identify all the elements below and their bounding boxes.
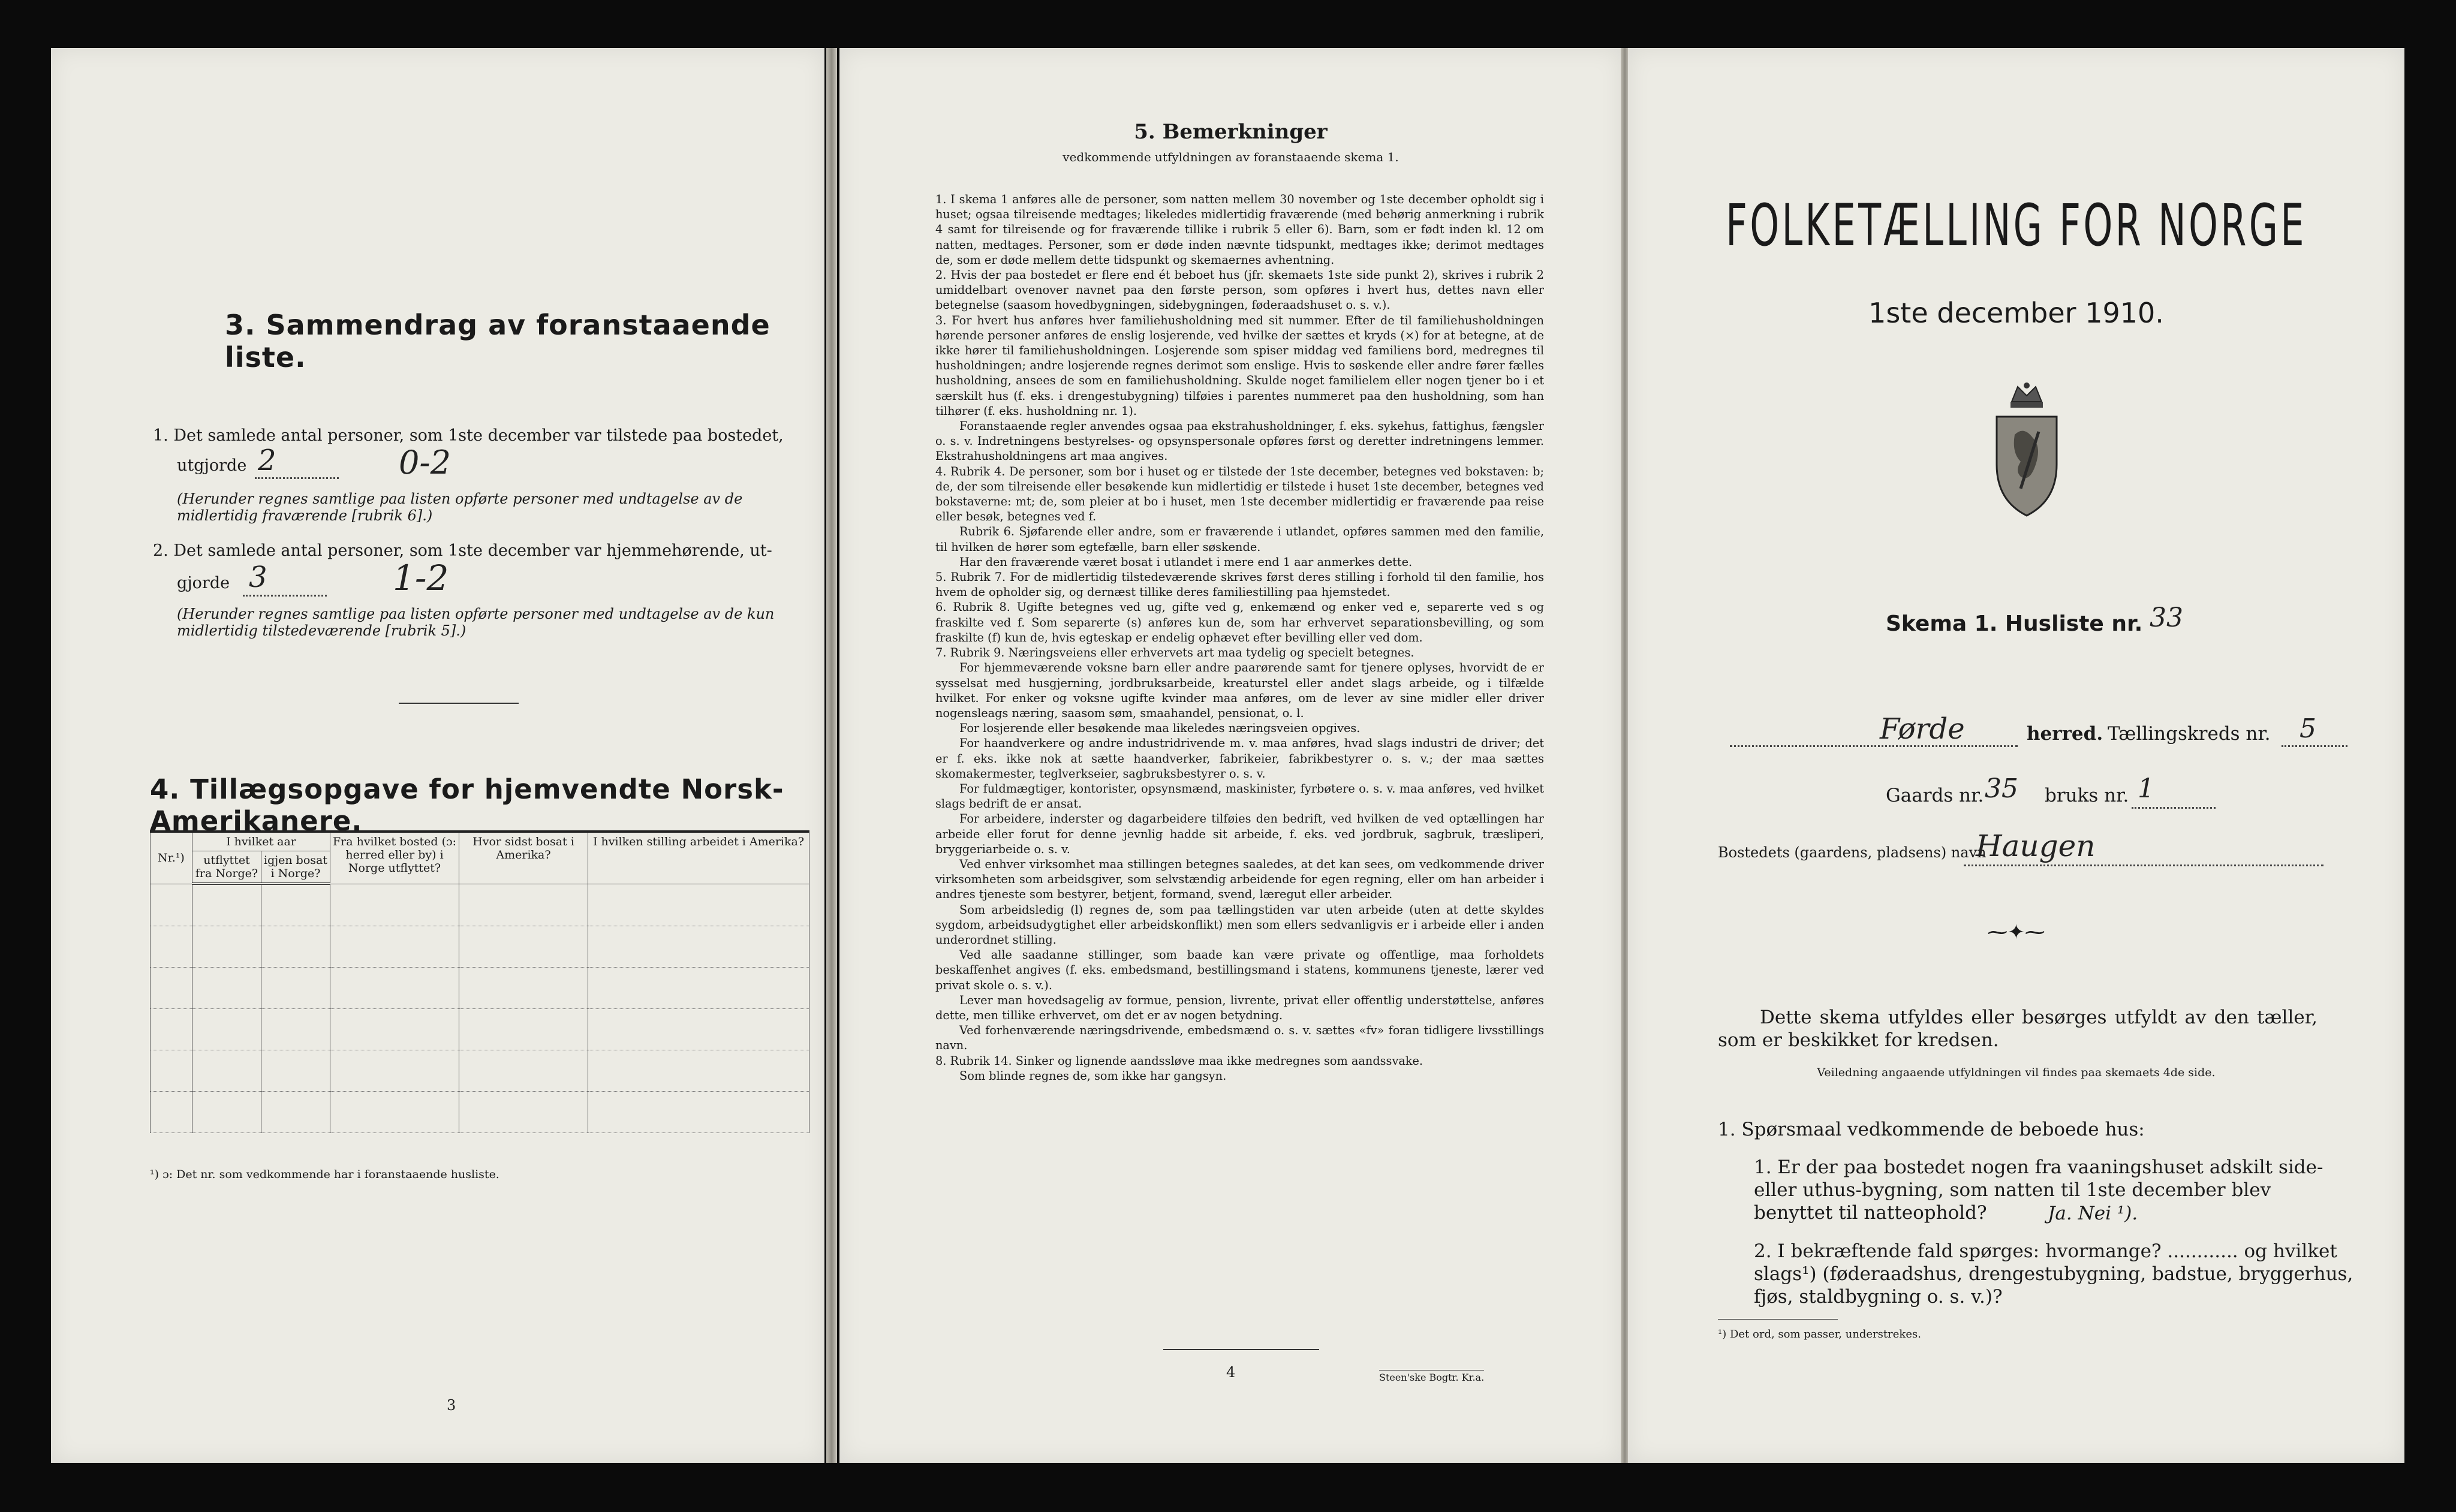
herred-value: Førde bbox=[1880, 712, 1965, 746]
gaards-value: 35 bbox=[1985, 773, 2018, 804]
col-stilling: I hvilken stilling arbeidet i Amerika? bbox=[588, 832, 809, 884]
note-7d: For haandverkere og andre industridrivende m. v. maa anføres, hvad slags industri de driver; det er f. eks. ikke nok at sætte haandverker, fabrikeier, fabrikbestyrer o. s. v.; der maa sættes skomakermester, teglverkseier, sagbruksbestyrer o. s. v. bbox=[935, 736, 1544, 781]
bruks-line bbox=[2132, 807, 2216, 809]
note-7k: Ved forhenværende næringsdrivende, embedsmænd o. s. v. sættes «fv» foran tidligere livsstillings navn. bbox=[935, 1023, 1544, 1053]
note-8: 8. Rubrik 14. Sinker og lignende aandssløve maa ikke medregnes som aandssvake. bbox=[935, 1053, 1423, 1068]
divider bbox=[1718, 1319, 1838, 1320]
q1-note: (Herunder regnes samtlige paa listen opførte personer med undtagelse av de midlertidig fraværende [rubrik 6].) bbox=[177, 490, 743, 524]
table-row bbox=[151, 968, 809, 1009]
kreds-label: Tællingskreds nr. bbox=[2108, 723, 2271, 745]
question-2: 2. I bekræftende fald spørges: hvormange? ............ og hvilket slags¹) (føderaadshus, drengestubygning, badstue, bryggerhus, fjøs, staldbygning o. s. v.)? bbox=[1754, 1240, 2353, 1308]
herred-label: herred. bbox=[2027, 723, 2103, 745]
note-7f: For arbeidere, inderster og dagarbeidere tilføies den bedrift, ved hvilken de ved optællingen har arbeide eller forut for denne jevnlig hadde sit arbeide, f. eks. ved jordbruk, sagbruk, træsliperi, bryggeriarbeide o. s. v. bbox=[935, 812, 1544, 856]
note-7b: For hjemmeværende voksne barn eller andre paarørende samt for tjenere oplyses, hvorvidt de er sysselsat med husgjerning, jordbruksarbeide, kreaturstel eller andet slags arbeide, og i tilfælde hvilket. For enker og voksne ugifte kvinder maa anføres, om de lever av sine midler eller driver nogensleags næring, saasom søm, smaahandel, pensionat, o. l. bbox=[935, 661, 1544, 720]
page-middle bbox=[839, 48, 1622, 1463]
husliste-nr: 33 bbox=[2150, 603, 2183, 633]
note-8b: Som blinde regnes de, som ikke har gangsyn. bbox=[959, 1068, 1227, 1083]
question-1-answer: Ja. Nei ¹). bbox=[2048, 1203, 2138, 1224]
q1-dotted-line bbox=[255, 477, 339, 479]
census-date: 1ste december 1910. bbox=[1868, 297, 2164, 329]
bosted-value: Haugen bbox=[1976, 829, 2096, 863]
col-fra-hvilket: Fra hvilket bosted (ɔ: herred eller by) i Norge utflyttet? bbox=[330, 832, 459, 884]
note-6: 6. Rubrik 8. Ugifte betegnes ved ug, gifte ved g, enkemænd og enker ved e, separerte ved s og fraskilte ved f. Som separerte (s) anføres kun de, som har erhvervet separationsbevilling, og som fraskilte (f) kun de, hvis egteskap er endelig ophævet efter bevilling eller ved dom. bbox=[935, 600, 1544, 644]
note-4c: Har den fraværende været bosat i utlandet i mere end 1 aar anmerkes dette. bbox=[959, 555, 1413, 569]
binding-gutter bbox=[826, 48, 837, 1463]
section3-title: 3. Sammendrag av foranstaaende liste. bbox=[225, 309, 770, 374]
note-4: 4. Rubrik 4. De personer, som bor i huset og er tilstede der 1ste december, betegnes ved bokstaven: b; de, der som tilreisende eller besøkende kun midlertidig er tilstede i huset 1ste december, betegnes ved bokstaverne: mt; de, som pleier at bo i huset, men 1ste december midlertidig er fraværende paa reise eller besøk, betegnes ved f. bbox=[935, 464, 1544, 524]
intro-text: Dette skema utfyldes eller besørges utfyldt av den tæller, som er beskikket for kredsen. bbox=[1718, 1007, 2317, 1051]
table-row bbox=[151, 926, 809, 968]
veiledning-text: Veiledning angaaende utfyldningen vil findes paa skemaets 4de side. bbox=[1817, 1066, 2216, 1079]
printer-mark: Steen'ske Bogtr. Kr.a. bbox=[1379, 1370, 1484, 1383]
table-row bbox=[151, 1050, 809, 1092]
questions-header: 1. Spørsmaal vedkommende de beboede hus: bbox=[1718, 1119, 2145, 1140]
q2-note: (Herunder regnes samtlige paa listen opførte personer med undtagelse av de kun midlertidig tilstedeværende [rubrik 5].) bbox=[177, 606, 775, 639]
page-number: 3 bbox=[447, 1397, 456, 1414]
bosted-line bbox=[1964, 865, 2323, 866]
remarks-title: 5. Bemerkninger bbox=[1134, 120, 1328, 144]
bruks-value: 1 bbox=[2138, 773, 2154, 804]
herred-line bbox=[1730, 745, 2018, 747]
q2-value: 3 bbox=[249, 561, 267, 594]
gaards-label: Gaards nr. bbox=[1886, 785, 1984, 806]
note-5: 5. Rubrik 7. For de midlertidig tilstedeværende skrives først deres stilling i forhold til den familie, hos hvem de opholder sig, og dernæst tillike deres familiestilling paa hjemstedet. bbox=[935, 570, 1544, 600]
col-year-group: I hvilket aar bbox=[192, 832, 330, 851]
note-3b: Foranstaaende regler anvendes ogsaa paa ekstrahusholdninger, f. eks. sykehus, fattighus, fængsler o. s. v. Indretningens bestyrelses- og opsynspersonale opføres først og deretter indretningens lemmer. Ekstrahusholdningens art maa angives. bbox=[935, 419, 1544, 463]
q2-gjorde-label: gjorde bbox=[177, 574, 230, 592]
census-title: FOLKETÆLLING FOR NORGE bbox=[1726, 192, 2307, 259]
col-hvor-sidst: Hvor sidst bosat i Amerika? bbox=[459, 832, 588, 884]
q2-text: 2. Det samlede antal personer, som 1ste december var hjemmehørende, ut- bbox=[153, 541, 772, 560]
note-7e: For fuldmægtiger, kontorister, opsynsmænd, maskinister, fyrbøtere o. s. v. maa anføres, ved hvilket slags bedrift de er ansat. bbox=[935, 781, 1544, 811]
page-right bbox=[1628, 48, 2404, 1463]
col-igjen: igjen bosat i Norge? bbox=[261, 851, 330, 884]
q1-extra: 0-2 bbox=[399, 444, 451, 481]
note-3: 3. For hvert hus anføres hver familiehusholdning med sit nummer. Efter de til familiehusholdningen hørende personer anføres de enslig losjerende, ved hvilke der sættes et kryds (×) for at betegne, at de ikke hører til familiehusholdningen. Losjerende som spiser middag ved familiens bord, medregnes til husholdningen; andre losjerende regnes derimot som enslige. Hvis to søskende eller andre fører fælles husholdning, ansees de som en familiehusholdning. Skulde noget familielem eller nogen tjener bo i et særskilt hus (f. eks. i drengestubygning) tilføies i parentes nummeret paa den husholdning, som han tilhører (f. eks. husholdning nr. 1). bbox=[935, 313, 1544, 418]
question-1: 1. Er der paa bostedet nogen fra vaaningshuset adskilt side- eller uthus-bygning, som natten til 1ste december blev benyttet til natteophold? bbox=[1754, 1156, 2323, 1224]
divider bbox=[1163, 1349, 1319, 1350]
table-row bbox=[151, 1009, 809, 1050]
schema-label: Skema 1. Husliste nr. bbox=[1886, 612, 2143, 636]
section4-title: 4. Tillægsopgave for hjemvendte Norsk-Amerikanere. bbox=[150, 773, 784, 837]
note-1: 1. I skema 1 anføres alle de personer, som natten mellem 30 november og 1ste december opholdt sig i huset; ogsaa tilreisende medtages; likeledes midlertidig fraværende (med behørig anmerkning i rubrik 4 samt for tilreisende og for fraværende tillike i rubrik 5 eller 6). Barn, som er født inden kl. 12 om natten, medtages. Personer, som er døde inden nævnte tidspunkt, medtages ikke; derimot medtages de, som er døde mellem dette tidspunkt og skemaernes avhentning. bbox=[935, 192, 1544, 267]
note-7j: Lever man hovedsagelig av formue, pension, livrente, privat eller offentlig understøttelse, anføres dette, men tillike erhvervet, om det er av nogen betydning. bbox=[935, 993, 1544, 1022]
ornament-icon: ⁓✦⁓ bbox=[1987, 920, 2045, 944]
page-left bbox=[51, 48, 824, 1463]
coat-of-arms-icon bbox=[1988, 381, 2066, 521]
q1-utgjorde-label: utgjorde bbox=[177, 456, 247, 475]
note-7: 7. Rubrik 9. Næringsveiens eller erhvervets art maa tydelig og specielt betegnes. bbox=[935, 646, 1414, 660]
remarks-subtitle: vedkommende utfyldningen av foranstaaende skema 1. bbox=[1063, 150, 1399, 164]
note-2: 2. Hvis der paa bostedet er flere end ét beboet hus (jfr. skemaets 1ste side punkt 2), skrives i rubrik 2 umiddelbart ovenover navnet paa den første person, som opføres i hvert hus, dettes navn eller betegnelse (saasom hovedbygningen, sidebygningen, føderaadshuset o. s. v.). bbox=[935, 268, 1544, 312]
bosted-label: Bostedets (gaardens, pladsens) navn bbox=[1718, 844, 1987, 861]
footnote: ¹) ɔ: Det nr. som vedkommende har i foranstaaende husliste. bbox=[150, 1168, 499, 1181]
norsk-amerikanere-table bbox=[150, 830, 809, 1133]
table-row bbox=[151, 1092, 809, 1133]
q1-text: 1. Det samlede antal personer, som 1ste december var tilstede paa bostedet, bbox=[153, 426, 784, 445]
page-number: 4 bbox=[1226, 1364, 1236, 1381]
q2-extra: 1-2 bbox=[393, 558, 449, 598]
divider bbox=[399, 703, 519, 704]
kreds-line bbox=[2282, 745, 2347, 747]
note-7c: For losjerende eller besøkende maa likeledes næringsveien opgives. bbox=[959, 721, 1361, 736]
bruks-label: bruks nr. bbox=[2045, 785, 2129, 806]
note-4b: Rubrik 6. Sjøfarende eller andre, som er fraværende i utlandet, opføres sammen med den familie, til hvilken de hører som egtefælle, barn eller søskende. bbox=[935, 525, 1544, 554]
col-nr: Nr.¹) bbox=[151, 832, 192, 884]
col-utflyttet: utflyttet fra Norge? bbox=[192, 851, 261, 884]
footnote: ¹) Det ord, som passer, understrekes. bbox=[1718, 1328, 1921, 1341]
q1-value: 2 bbox=[258, 444, 276, 477]
q2-dotted-line bbox=[243, 595, 327, 597]
note-7h: Som arbeidsledig (l) regnes de, som paa tællingstiden var uten arbeide (uten at dette skyldes sygdom, arbeidsudygtighet eller arbeidskonflikt) men som ellers sedvanligvis er i arbeide eller i anden underordnet stilling. bbox=[935, 902, 1544, 947]
kreds-value: 5 bbox=[2300, 713, 2316, 744]
remarks-notes bbox=[935, 192, 1544, 1083]
note-7i: Ved alle saadanne stillinger, som baade kan være private og offentlige, maa forholdets beskaffenhet angives (f. eks. embedsmand, bestillingsmand i statens, kommunens tjeneste, lærer ved privat skole o. s. v.). bbox=[935, 948, 1544, 992]
note-7g: Ved enhver virksomhet maa stillingen betegnes saaledes, at det kan sees, om vedkommende driver virksomheten som arbeidsgiver, som selvstændig arbeidende for egen regning, eller om han arbeider i andres tjeneste som bestyrer, betjent, formand, svend, læregut eller arbeider. bbox=[935, 857, 1544, 902]
table-row bbox=[151, 884, 809, 926]
